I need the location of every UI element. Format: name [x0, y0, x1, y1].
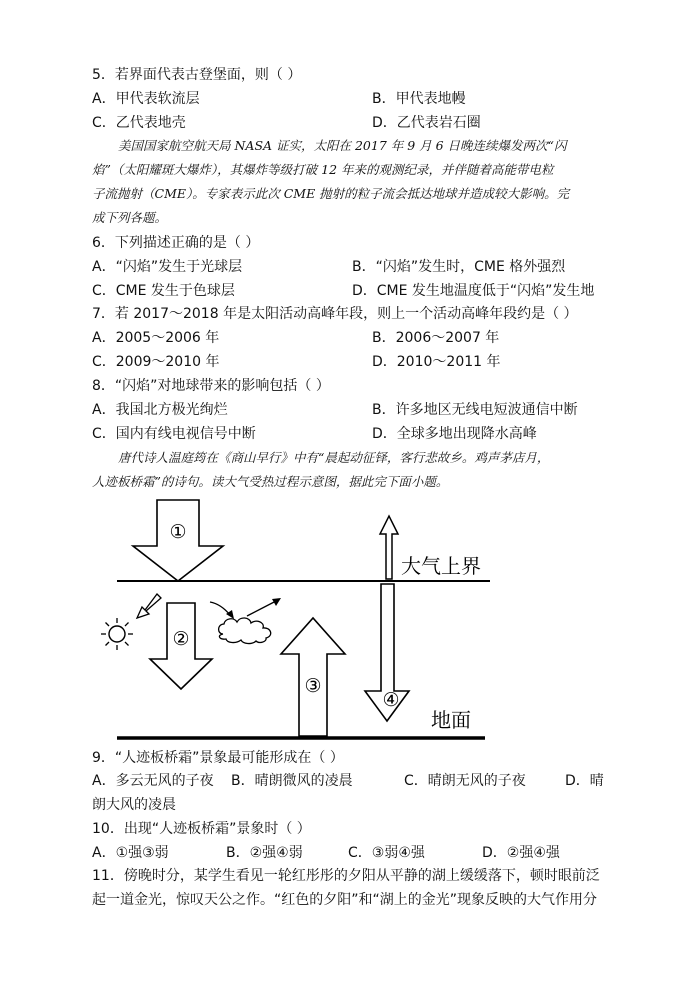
q8-stem: 8．“闪焰”对地球带来的影响包括（ ） — [92, 378, 330, 394]
q7-option-b: B．2006～2007 年 — [372, 330, 500, 346]
q9-option-d-continued: 朗大风的凌晨 — [92, 797, 176, 813]
q7-option-c: C．2009～2010 年 — [92, 354, 220, 370]
q9-stem: 9．“人迹板桥霜”景象最可能形成在（ ） — [92, 750, 344, 766]
q6-option-a: A．“闪焰”发生于光球层 — [92, 259, 243, 275]
q11-line: 起一道金光，惊叹天公之作。“红色的夕阳”和“湖上的金光”现象反映的大气作用分 — [92, 892, 598, 908]
arrow-3-number: ③ — [304, 675, 322, 697]
q6-option-d: D．CME 发生地温度低于“闪焰”发生地 — [352, 283, 595, 299]
passage2-line: 人迹板桥霜”的诗句。读大气受热过程示意图，据此完下面小题。 — [92, 474, 449, 489]
q8-option-c: C．国内有线电视信号中断 — [92, 426, 256, 442]
q6-option-c: C．CME 发生于色球层 — [92, 283, 235, 299]
reflection-curve — [210, 602, 230, 615]
arrow-4-number: ④ — [382, 689, 400, 711]
arrow-escape-space — [380, 516, 398, 579]
q5-stem: 5．若界面代表古登堡面，则（ ） — [92, 67, 302, 83]
q6-stem: 6．下列描述正确的是（ ） — [92, 235, 260, 251]
q10-option-d: D．②强④强 — [482, 845, 560, 861]
q10-option-a: A．①强③弱 — [92, 845, 169, 861]
label-ground: 地面 — [431, 708, 471, 732]
arrow-1-number: ① — [169, 521, 187, 543]
q5-option-b: B．甲代表地幔 — [372, 91, 466, 107]
arrow-to-sun-icon — [137, 594, 161, 618]
passage2-line: 唐代诗人温庭筠在《商山早行》中有“晨起动征铎，客行悲故乡。鸡声茅店月， — [118, 450, 550, 465]
q11-line: 11．傍晚时分，某学生看见一轮红彤彤的夕阳从平静的湖上缓缓落下，顿时眼前泛 — [92, 868, 600, 884]
cloud-icon — [219, 618, 271, 644]
arrow-2-number: ② — [172, 628, 190, 650]
q5-option-a: A．甲代表软流层 — [92, 91, 200, 107]
q9-option-d: D．晴 — [565, 773, 604, 789]
q10-option-b: B．②强④弱 — [226, 845, 303, 861]
q9-option-c: C．晴朗无风的子夜 — [404, 773, 526, 789]
sun-icon — [101, 618, 133, 650]
label-atmosphere-top: 大气上界 — [401, 554, 481, 578]
q6-option-b: B．“闪焰”发生时，CME 格外强烈 — [352, 259, 566, 275]
passage1-line: 焰”（太阳耀斑大爆炸），其爆炸等级打破 12 年来的观测纪录，并伴随着高能带电粒 — [92, 162, 554, 177]
q7-stem: 7．若 2017～2018 年是太阳活动高峰年段，则上一个活动高峰年段约是（ ） — [92, 306, 578, 322]
q10-option-c: C．③弱④强 — [348, 845, 425, 861]
q7-option-d: D．2010～2011 年 — [372, 354, 501, 370]
atmosphere-heating-diagram — [95, 496, 495, 742]
q8-option-a: A．我国北方极光绚烂 — [92, 402, 228, 418]
q10-stem: 10．出现“人迹板桥霜”景象时（ ） — [92, 821, 311, 837]
q5-option-d: D．乙代表岩石圈 — [372, 115, 481, 131]
q5-option-c: C．乙代表地壳 — [92, 115, 186, 131]
q9-option-b: B．晴朗微风的凌晨 — [231, 773, 353, 789]
q8-option-b: B．许多地区无线电短波通信中断 — [372, 402, 578, 418]
passage1-line: 子流抛射（CME）。专家表示此次 CME 抛射的粒子流会抵达地球并造成较大影响。完 — [92, 186, 570, 201]
passage1-line: 美国国家航空航天局 NASA 证实，太阳在 2017 年 9 月 6 日晚连续爆发两次“闪 — [118, 138, 567, 153]
passage1-line: 成下列各题。 — [92, 210, 168, 225]
scatter-arrow — [247, 600, 278, 616]
q7-option-a: A．2005～2006 年 — [92, 330, 220, 346]
q8-option-d: D．全球多地出现降水高峰 — [372, 426, 537, 442]
q9-option-a: A．多云无风的子夜 — [92, 773, 214, 789]
